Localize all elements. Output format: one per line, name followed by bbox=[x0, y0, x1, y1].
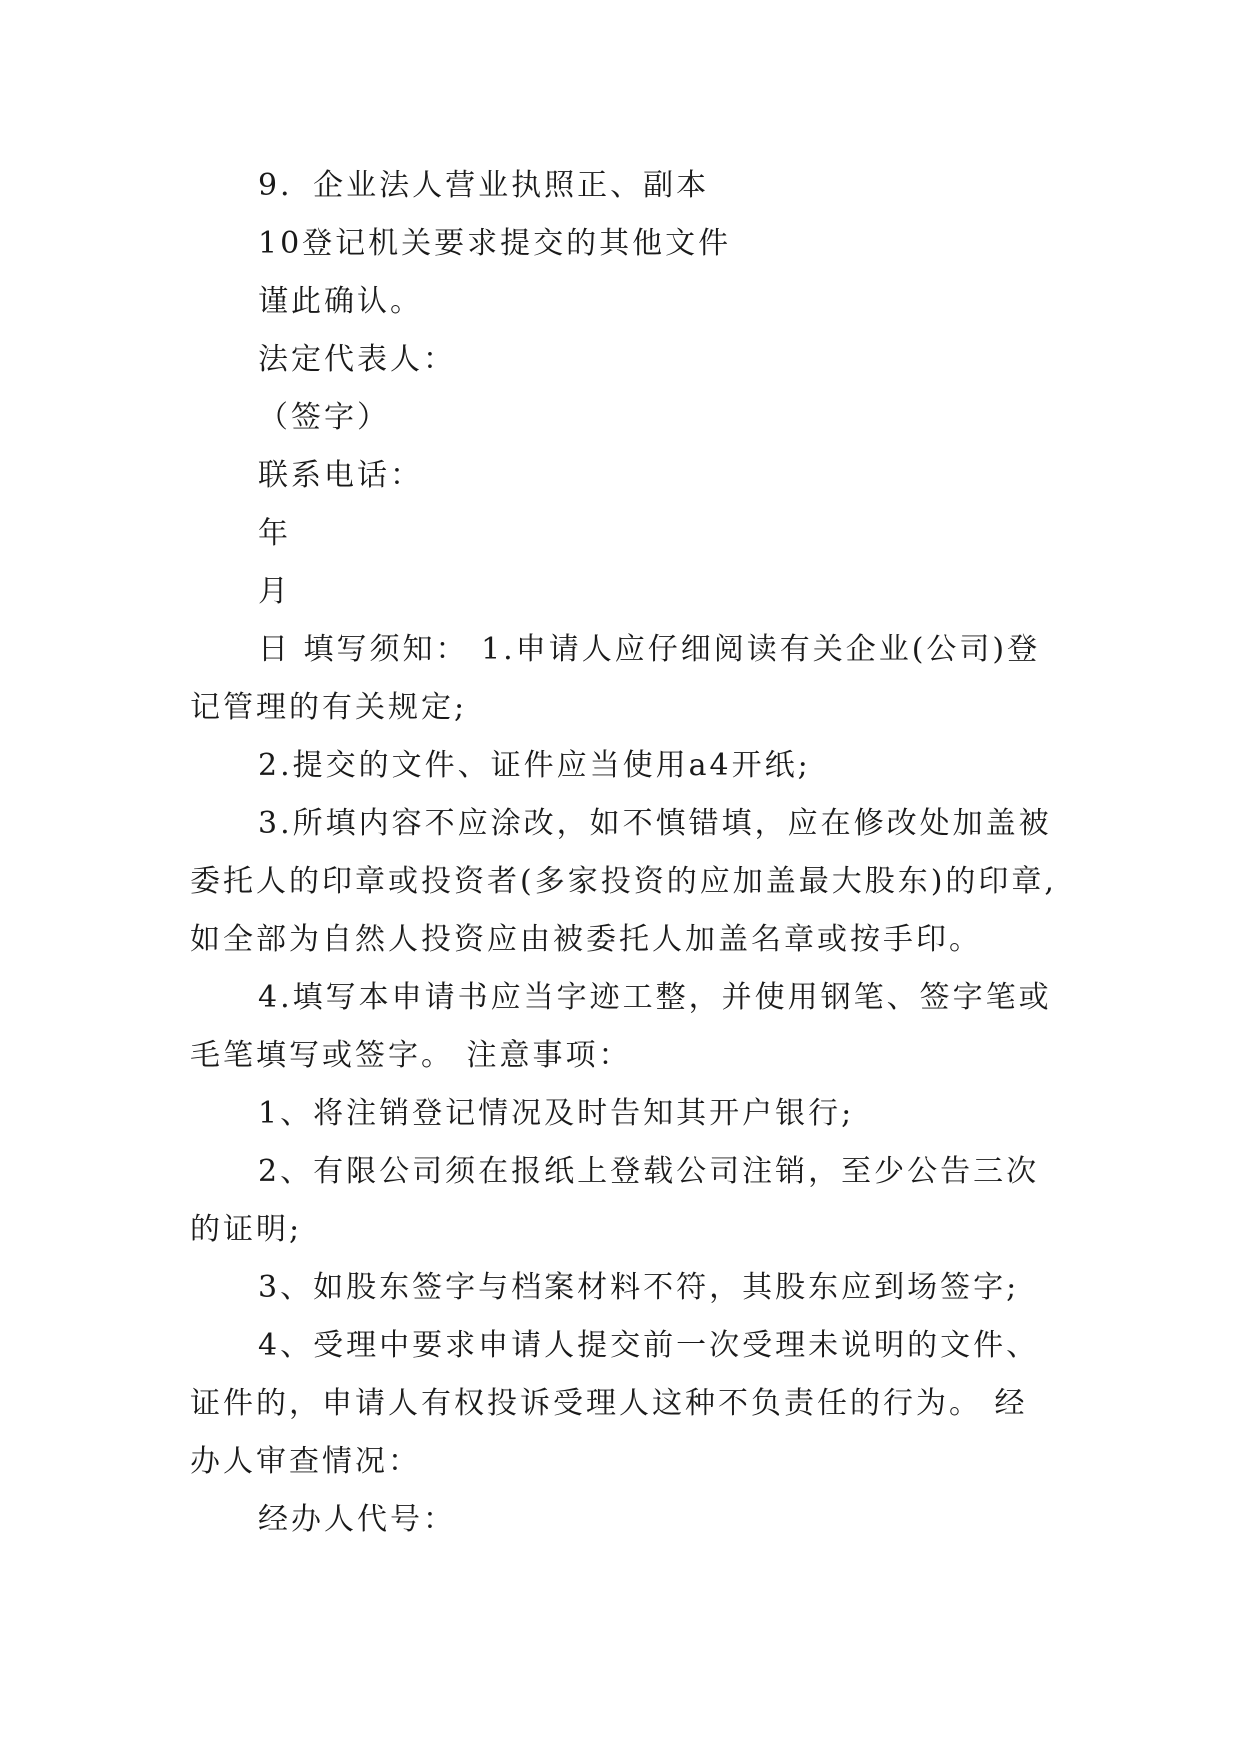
note-4: 4、受理中要求申请人提交前一次受理未说明的文件、 bbox=[258, 1328, 1040, 1363]
handler-code-label: 经办人代号： bbox=[258, 1502, 456, 1537]
note-2: 2、有限公司须在报纸上登载公司注销，至少公告三次 bbox=[258, 1154, 1040, 1189]
instruction-3-continued: 委托人的印章或投资者(多家投资的应加盖最大股东)的印章, bbox=[190, 864, 1057, 899]
instruction-3-continued-2: 如全部为自然人投资应由被委托人加盖名章或按手印。 bbox=[190, 922, 982, 957]
legal-representative-label: 法定代表人： bbox=[258, 342, 456, 377]
note-2-continued: 的证明; bbox=[190, 1212, 303, 1247]
signature-label: （签字） bbox=[258, 400, 390, 435]
note-1: 1、将注销登记情况及时告知其开户银行; bbox=[258, 1096, 855, 1131]
instruction-3: 3.所填内容不应涂改，如不慎错填，应在修改处加盖被 bbox=[258, 806, 1052, 841]
item-10-other-documents: 10登记机关要求提交的其他文件 bbox=[258, 226, 732, 261]
item-9-business-license: 9．企业法人营业执照正、副本 bbox=[258, 168, 710, 203]
instruction-2: 2.提交的文件、证件应当使用a4开纸; bbox=[258, 748, 811, 783]
note-4-continued: 证件的，申请人有权投诉受理人这种不负责任的行为。 经 bbox=[190, 1386, 1028, 1421]
confirmation-text: 谨此确认。 bbox=[258, 284, 423, 319]
day-and-instructions-heading: 日 填写须知： 1.申请人应仔细阅读有关企业(公司)登 bbox=[258, 632, 1041, 667]
handler-review-label: 办人审查情况： bbox=[190, 1444, 421, 1479]
year-label: 年 bbox=[258, 516, 291, 551]
contact-phone-label: 联系电话： bbox=[258, 458, 423, 493]
month-label: 月 bbox=[258, 574, 291, 609]
instruction-4: 4.填写本申请书应当字迹工整，并使用钢笔、签字笔或 bbox=[258, 980, 1052, 1015]
instruction-1-continued: 记管理的有关规定; bbox=[190, 690, 468, 725]
instruction-4-continued-and-notes-heading: 毛笔填写或签字。 注意事项： bbox=[190, 1038, 632, 1073]
note-3: 3、如股东签字与档案材料不符，其股东应到场签字; bbox=[258, 1270, 1020, 1305]
